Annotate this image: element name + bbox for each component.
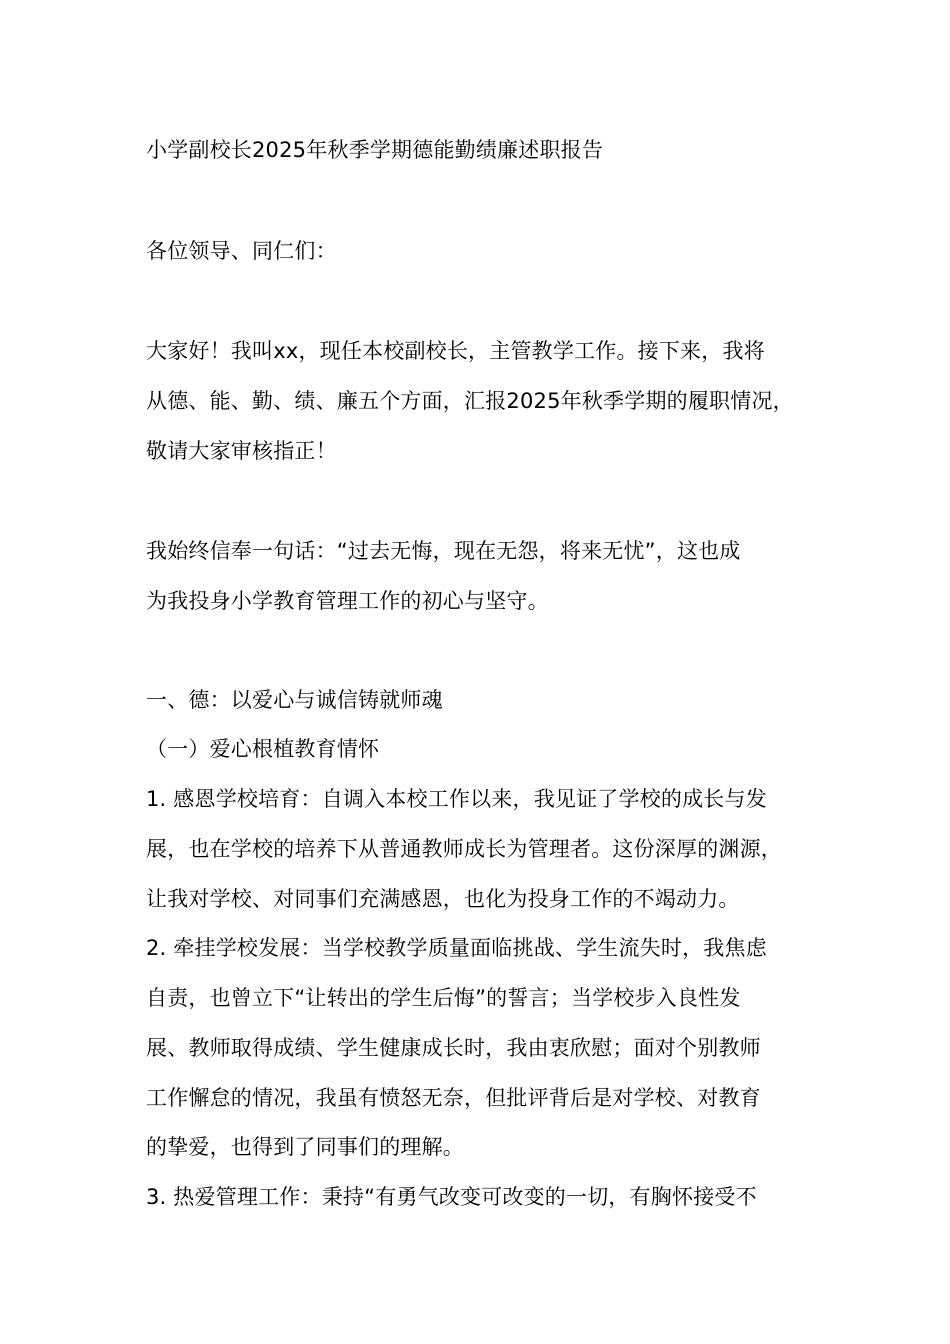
item-3-line-1: 3. 热爱管理工作：秉持“有勇气改变可改变的一切，有胸怀接受不 (146, 1185, 757, 1209)
item-2-line-1: 2. 牵挂学校发展：当学校教学质量面临挑战、学生流失时，我焦虑 (146, 936, 767, 960)
salutation: 各位领导、同仁们： (146, 239, 337, 263)
intro-line-2: 从德、能、勤、绩、廉五个方面，汇报2025年秋季学期的履职情况， (146, 389, 794, 413)
motto-line-1: 我始终信奉一句话：“过去无悔，现在无怨，将来无忧”，这也成 (146, 539, 741, 563)
intro-line-3: 敬请大家审核指正！ (146, 439, 337, 463)
item-1-line-3: 让我对学校、对同事们充满感恩，也化为投身工作的不竭动力。 (146, 887, 740, 911)
section-heading: 一、德：以爱心与诚信铸就师魂 (146, 688, 443, 712)
item-1-line-2: 展，也在学校的培养下从普通教师成长为管理者。这份深厚的渊源， (146, 837, 782, 861)
item-2-line-4: 工作懈怠的情况，我虽有愤怒无奈，但批评背后是对学校、对教育 (146, 1086, 761, 1110)
item-2-line-3: 展、教师取得成绩、学生健康成长时，我由衷欣慰；面对个别教师 (146, 1036, 761, 1060)
motto-line-2: 为我投身小学教育管理工作的初心与坚守。 (146, 589, 549, 613)
intro-line-1: 大家好！我叫xx，现任本校副校长，主管教学工作。接下来，我将 (146, 339, 765, 363)
document-title: 小学副校长2025年秋季学期德能勤绩廉述职报告 (146, 138, 604, 162)
item-2-line-2: 自责，也曾立下“让转出的学生后悔”的誓言；当学校步入良性发 (146, 986, 741, 1010)
item-2-line-5: 的挚爱，也得到了同事们的理解。 (146, 1135, 464, 1159)
item-1-line-1: 1. 感恩学校培育：自调入本校工作以来，我见证了学校的成长与发 (146, 787, 767, 811)
subsection-heading: （一）爱心根植教育情怀 (146, 737, 380, 761)
